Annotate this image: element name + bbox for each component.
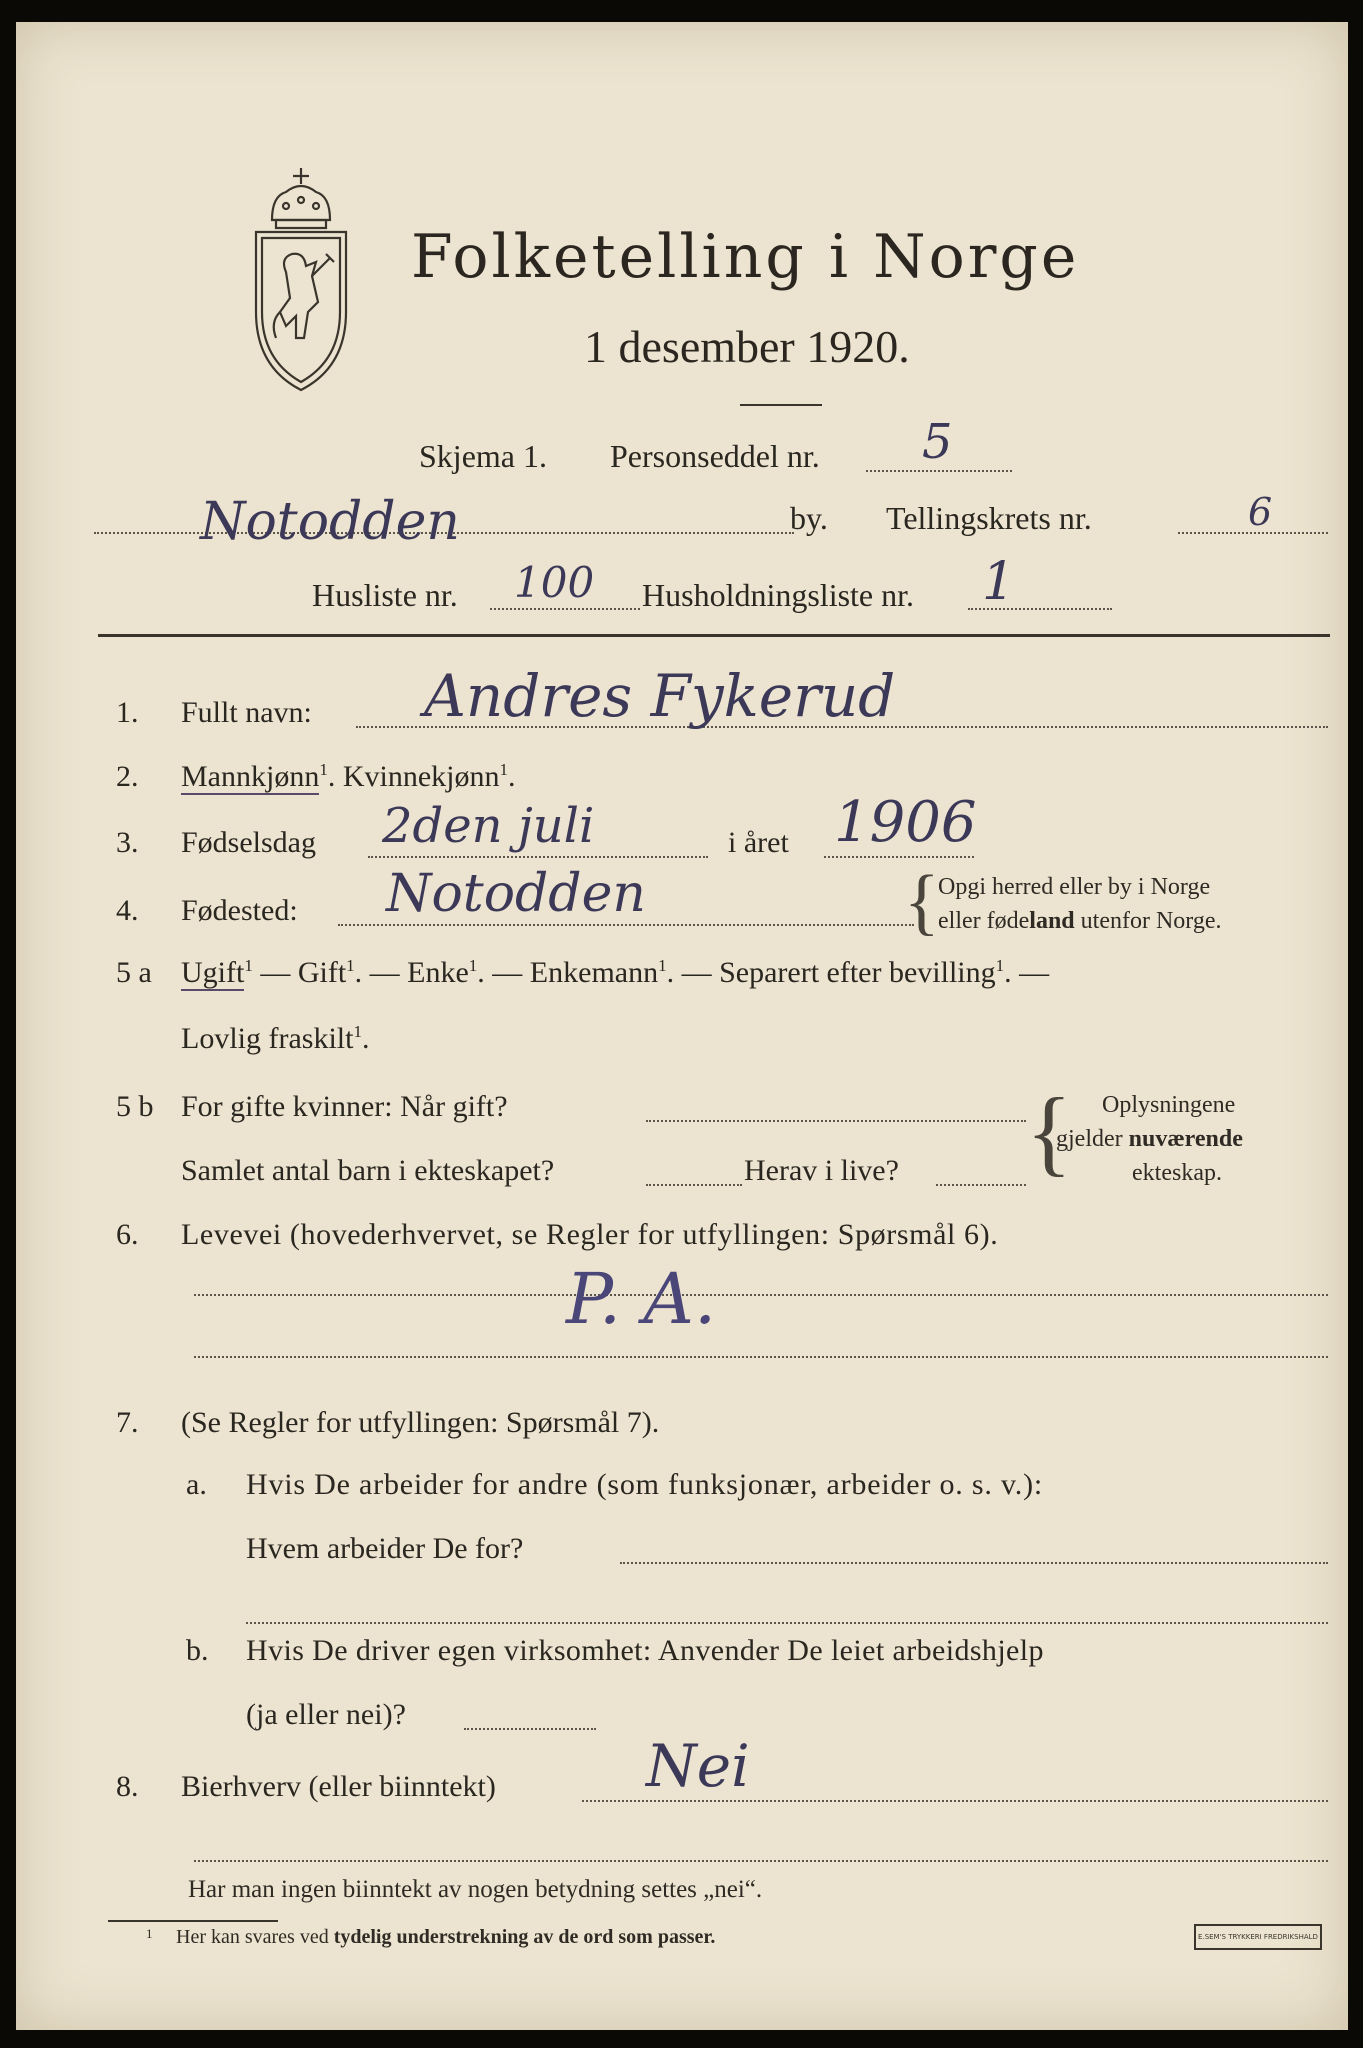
separator: . — [327, 760, 343, 793]
birthday-value: 2den juli — [382, 798, 595, 854]
separator: . — [507, 760, 516, 793]
personseddel-value: 5 — [922, 414, 953, 470]
q3-year-label: i året — [728, 826, 789, 859]
coat-of-arms-icon — [246, 162, 356, 397]
q7b-label: Hvis De driver egen virksomhet: Anvender De leiet arbeidshjelp — [246, 1634, 1044, 1667]
q8-number: 8. — [116, 1770, 139, 1803]
children-alive-field[interactable] — [936, 1184, 1026, 1186]
town-value: Notodden — [200, 492, 460, 552]
hired-help-field[interactable] — [464, 1728, 596, 1730]
q7a-label: Hvis De arbeider for andre (som funksjonær, arbeider o. s. v.): — [246, 1468, 1044, 1501]
occupation-field-line1[interactable] — [194, 1294, 1328, 1296]
side-income-field-line1[interactable] — [582, 1800, 1328, 1802]
q1-label: Fullt navn: — [181, 696, 312, 729]
footnote-ref: 1 — [319, 760, 328, 779]
footnote-text: Her kan svares ved tydelig understrekning av de ord som passer. — [176, 1926, 716, 1948]
gender-female[interactable]: Kvinnekjønn — [342, 760, 500, 793]
q5b-brace: { — [1026, 1078, 1073, 1185]
q5b-note-line1: Oplysningene — [1102, 1092, 1236, 1118]
gender-options — [181, 760, 515, 794]
gender-male[interactable]: Mannkjønn — [181, 760, 320, 793]
q5b-number: 5 b — [116, 1090, 154, 1123]
form-title: Folketelling i Norge — [411, 222, 1080, 292]
q5b-note-line3: ekteskap. — [1132, 1160, 1222, 1186]
birthplace-field[interactable] — [338, 924, 914, 926]
marital-ugift[interactable]: Ugift — [181, 956, 245, 989]
marital-status-options: Ugift$^1$ — Gift$^1$. — Enke$^1$. — Enkemann$^1$. — Separert efter bevilling$^1$. — — [181, 956, 1050, 989]
q2-number: 2. — [116, 760, 139, 793]
husholdning-value: 1 — [982, 552, 1016, 612]
side-income-value: Nei — [646, 1732, 750, 1800]
q4-label: Fødested: — [181, 894, 298, 927]
birth-year-field[interactable] — [824, 856, 974, 858]
marital-lovlig-fraskilt[interactable]: Lovlig fraskilt$^1$. — [181, 1022, 370, 1055]
employer-field-line1[interactable] — [620, 1562, 1328, 1564]
q7a-letter: a. — [186, 1468, 207, 1501]
footnote-rule — [108, 1920, 278, 1922]
q5a-number: 5 a — [116, 956, 152, 989]
q7b-answer-label: (ja eller nei)? — [246, 1698, 406, 1731]
q7a-employer-label: Hvem arbeider De for? — [246, 1532, 524, 1565]
q1-number: 1. — [116, 696, 139, 729]
bottom-note: Har man ingen biinntekt av nogen betydning settes „nei“. — [188, 1876, 763, 1903]
q4-brace: { — [904, 861, 940, 943]
q6-number: 6. — [116, 1218, 139, 1251]
q3-label: Fødselsdag — [181, 826, 316, 859]
husliste-field[interactable] — [490, 608, 640, 610]
footnote-ref: 1 — [499, 760, 508, 779]
q4-note-line2: eller fødeland utenfor Norge. — [938, 908, 1222, 934]
husliste-label: Husliste nr. — [312, 577, 458, 613]
q6-label: Levevei (hovederhvervet, se Regler for utfyllingen: Spørsmål 6). — [181, 1218, 999, 1251]
q8-label: Bierhverv (eller biinntekt) — [181, 1770, 496, 1803]
tellingskrets-label: Tellingskrets nr. — [886, 500, 1092, 536]
title-divider — [740, 404, 822, 406]
husholdning-label: Husholdningsliste nr. — [642, 577, 915, 613]
q3-number: 3. — [116, 826, 139, 859]
occupation-field-line2[interactable] — [194, 1356, 1328, 1358]
side-income-field-line2[interactable] — [194, 1860, 1328, 1862]
birthplace-value: Notodden — [386, 864, 646, 924]
q4-number: 4. — [116, 894, 139, 927]
footnote-number: 1 — [146, 1926, 153, 1941]
census-form-sheet — [16, 22, 1348, 2030]
tellingskrets-value: 6 — [1248, 490, 1273, 534]
married-date-field[interactable] — [646, 1120, 1026, 1122]
q7-number: 7. — [116, 1406, 139, 1439]
children-count-field[interactable] — [646, 1184, 742, 1186]
personseddel-field[interactable] — [866, 470, 1012, 472]
husliste-value: 100 — [514, 558, 595, 607]
full-name-value: Andres Fykerud — [424, 662, 896, 730]
q7-label: (Se Regler for utfyllingen: Spørsmål 7). — [181, 1406, 660, 1439]
birth-year-value: 1906 — [834, 790, 977, 855]
header-rule — [98, 634, 1330, 637]
personseddel-label: Personseddel nr. — [610, 438, 820, 474]
skjema-label: Skjema 1. — [419, 438, 547, 474]
q4-note-line1: Opgi herred eller by i Norge — [938, 874, 1211, 900]
q7b-letter: b. — [186, 1634, 209, 1667]
employer-field-line2[interactable] — [246, 1622, 1328, 1624]
q5b-alive-label: Herav i live? — [744, 1154, 899, 1187]
q5b-label: For gifte kvinner: Når gift? — [181, 1090, 508, 1123]
occupation-value: P. A. — [566, 1258, 717, 1340]
by-label: by. — [790, 500, 828, 536]
printer-mark: E.SEM'S TRYKKERI FREDRIKSHALD — [1194, 1924, 1322, 1950]
q5b-children-label: Samlet antal barn i ekteskapet? — [181, 1154, 555, 1187]
birthday-field[interactable] — [368, 856, 708, 858]
q5b-note-line2: gjelder nuværende — [1056, 1126, 1243, 1152]
census-date: 1 desember 1920. — [584, 321, 910, 372]
